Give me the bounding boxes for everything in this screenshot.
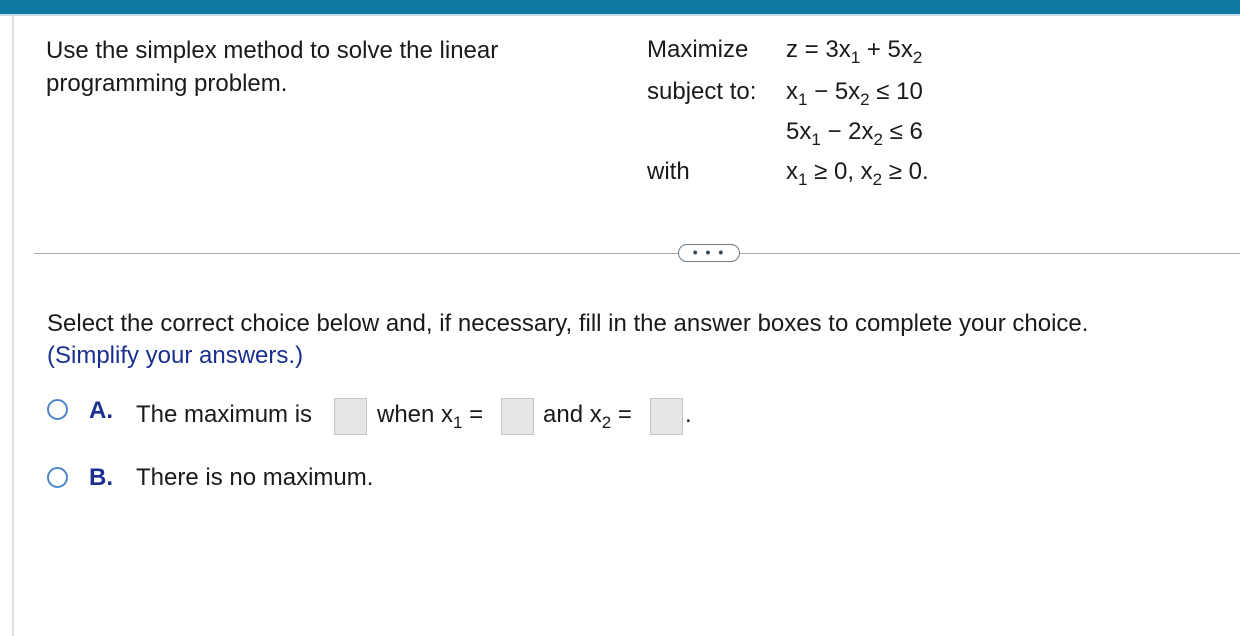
x1-answer-box[interactable] bbox=[501, 398, 534, 435]
top-accent-line bbox=[0, 14, 1240, 16]
choice-b-letter: B. bbox=[89, 464, 113, 491]
choice-b-text: There is no maximum. bbox=[136, 464, 374, 491]
choice-a-radio[interactable] bbox=[47, 399, 68, 420]
instruction-text: Select the correct choice below and, if necessary, fill in the answer boxes to complete your choice. bbox=[47, 310, 1089, 337]
more-options-button[interactable]: • • • bbox=[678, 244, 740, 262]
nonnegativity-constraint: $x_1 \ge 0$, $x_2 \ge 0$. bbox=[786, 158, 929, 189]
x2-answer-box[interactable] bbox=[650, 398, 683, 435]
constraint-2: $5x_1 - 2x_2 \le 6$ bbox=[786, 118, 923, 149]
choice-a-text-maximum: The maximum is bbox=[136, 401, 313, 428]
maximize-label: Maximize bbox=[647, 36, 749, 63]
choice-b-radio[interactable] bbox=[47, 467, 68, 488]
subject-to-label: subject to: bbox=[647, 78, 757, 105]
problem-prompt: Use the simplex method to solve the linear programming problem. bbox=[46, 37, 499, 97]
simplify-hint: (Simplify your answers.) bbox=[47, 342, 304, 369]
maximum-answer-box[interactable] bbox=[334, 398, 367, 435]
choice-a-letter: A. bbox=[89, 397, 113, 424]
top-accent-bar bbox=[0, 0, 1240, 14]
section-divider bbox=[34, 253, 1240, 254]
choice-a-period: . bbox=[685, 401, 692, 428]
choice-a-text-when-x1: when $x_1$ = bbox=[377, 401, 484, 432]
objective-function: $z = 3x_1 + 5x_2$ bbox=[786, 36, 923, 67]
choice-a-text-and-x2: and $x_2$ = bbox=[543, 401, 632, 432]
constraint-1: $x_1 - 5x_2 \le 10$ bbox=[786, 78, 923, 109]
with-label: with bbox=[647, 158, 690, 185]
left-border bbox=[12, 16, 14, 636]
